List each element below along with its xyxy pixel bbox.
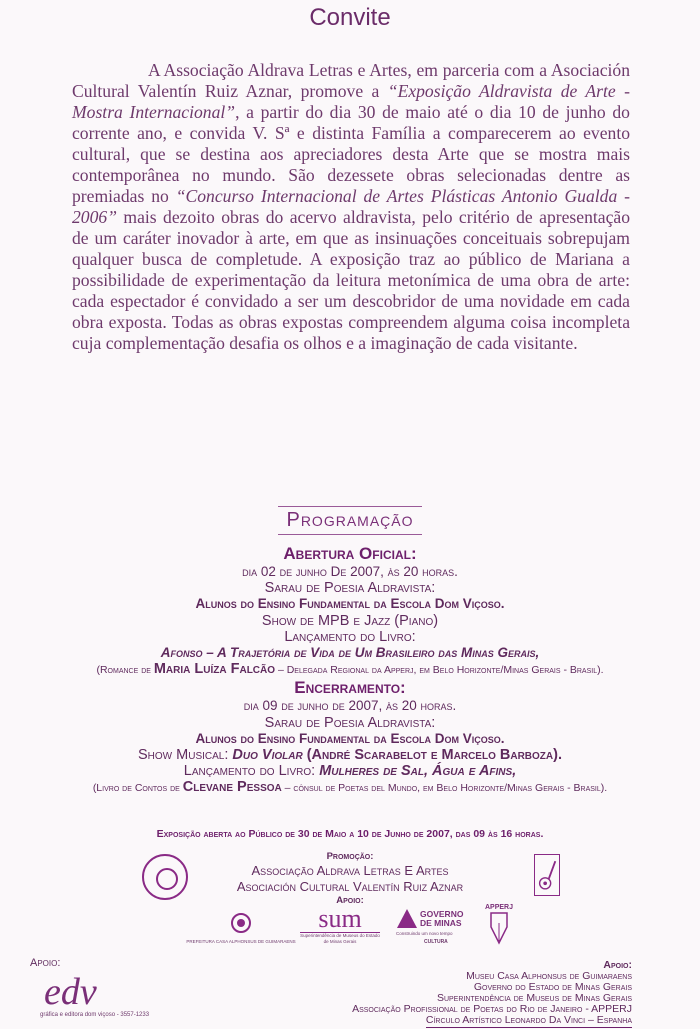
guitar-logo-icon [534, 854, 560, 896]
page-title: Convite [309, 4, 391, 31]
governo-line-2: DE MINAS [420, 918, 462, 928]
contest-name: “Concurso Internacional de Artes Plásticas Antonio Gualda - 2006” [72, 186, 631, 227]
abertura-sarau: Sarau de Poesia Aldravista: [264, 580, 436, 597]
encerramento-contos [0, 779, 700, 796]
apoio-item: Governo do Estado de Minas Gerais [473, 981, 632, 993]
abertura-heading: Abertura Oficial: [283, 544, 417, 563]
promocao-apoio-label: Apoio: [336, 895, 364, 906]
governo-logo [396, 908, 466, 948]
romance-pre: (Romance de [96, 664, 154, 677]
sum-logo [300, 906, 380, 950]
abertura-livro: Afonso – A Trajetória de Vida de Um Brasileiro das Minas Gerais, [160, 645, 540, 661]
promocao-org-1: Associação Aldrava Letras E Artes [251, 863, 449, 878]
apperj-text: APPERJ [484, 904, 513, 911]
prefeitura-crest-icon [230, 912, 252, 934]
encerramento-date: dia 09 de junho de 2007, às 20 horas. [243, 698, 457, 714]
show-post: (André Scarabelot e Marcelo Barboza). [302, 747, 562, 764]
governo-sub: Construindo um novo tempo [396, 931, 453, 936]
sum-text: sum [300, 906, 380, 933]
prefeitura-logo [186, 912, 296, 946]
apoio-right-label: Apoio: [603, 959, 632, 971]
programacao-heading: Programação [278, 506, 421, 535]
exposicao-info: Exposição aberta ao Público de 30 de Maio a 10 de Junho de 2007, das 09 às 16 horas. [156, 828, 544, 840]
romance-author: Maria Luíza Falcão [153, 661, 276, 678]
apoio-item: Associação Profissional de Poetas do Rio de Janeiro - APPERJ [352, 1003, 632, 1015]
prefeitura-text: PREFEITURA CASA ALPHONSUS DE GUIMARAENS [186, 939, 296, 944]
contos-post: – cônsul de Poetas del Mundo, em Belo Horizonte/Minas Gerais - Brasil). [281, 782, 608, 795]
promocao-block [0, 851, 700, 907]
show-pre: Show Musical: [138, 747, 233, 764]
edv-logo: edv [44, 971, 97, 1013]
apoio-item: Superintendência de Museus de Minas Gerais [436, 992, 632, 1004]
intro-part-3: mais dezoito obras do acervo aldravista, pelo critério de apresentação de um caráter inovador à arte, em que as insinuações conceituais sobrepujam qualquer busca de completude. A exposição traz ao público de Mariana a possibilidade de experimentação da leitura metonímica de uma obra de arte: cada espectador é convidado a ser um descobridor de uma novidade em cada obra exposta. Todas as obras expostas compreendem alguma coisa incompleta cuja complementação desafia os olhos e a imaginação de cada visitante. [72, 207, 630, 353]
governo-triangle-icon [396, 908, 418, 930]
abertura-lancamento: Lançamento do Livro: [284, 628, 416, 645]
promocao-label: Promoção: [326, 851, 374, 862]
encerramento-alunos: Alunos do Ensino Fundamental da Escola Dom Viçoso. [195, 730, 505, 746]
apoio-item: Círculo Artístico Leonardo Da Vinci – Espanha [425, 1014, 632, 1026]
apoio-right-list [260, 960, 632, 1028]
apoio-item: Museu Casa Alphonsus de Guimaraens [466, 970, 632, 982]
encerramento-livro: Mulheres de Sal, Água e Afins, [319, 763, 517, 780]
invitation-text [72, 60, 630, 354]
encerramento-lancamento [0, 763, 700, 779]
programacao-heading-wrap [0, 506, 700, 535]
contos-pre: (Livro de Contos de [92, 782, 183, 795]
romance-post: – Delegada Regional da Apperj, em Belo Horizonte/Minas Gerais - Brasil). [275, 664, 604, 677]
contos-author: Clevane Pessoa [182, 779, 282, 796]
intro-part-2: , a partir do dia 30 de maio até o dia 10 de junho do corrente ano, e convida V. Sª e distinta Família a comparecerem ao evento cultural, que se destina aos apreciadores desta Arte que se mostra mais contemporânea no mundo. São dezessete obras selecionadas dentre as premiadas no [72, 102, 630, 206]
apoio-left-label: Apoio: [30, 957, 61, 969]
show-group: Duo Violar [232, 747, 303, 764]
pen-nib-icon [488, 911, 510, 945]
promocao-org-2: Asociación Cultural Valentín Ruiz Aznar [236, 879, 464, 894]
abertura-date: dia 02 de junho De 2007, às 20 horas. [242, 564, 458, 579]
apperj-logo [484, 904, 514, 950]
abertura-show: Show de MPB e Jazz (Piano) [261, 612, 439, 629]
encerramento-show [0, 747, 700, 763]
exhibition-name: “Exposição Aldravista de Arte - Mostra Internacional” [72, 81, 630, 122]
abertura-romance [0, 661, 700, 678]
governo-line-1: GOVERNO [420, 909, 464, 919]
encerramento-heading: Encerramento: [294, 678, 406, 698]
programacao-list [0, 544, 700, 797]
encerramento-sarau: Sarau de Poesia Aldravista: [264, 714, 436, 731]
intro-part-1: A Associação Aldrava Letras e Artes, em parceria com a Asociación Cultural Valentín Ruiz Aznar, promove a [72, 60, 630, 101]
cultura-text: CULTURA [424, 939, 448, 945]
grafica-text: gráfica e editora dom viçoso - 3557-1233 [40, 1012, 150, 1018]
lancamento-pre: Lançamento do Livro: [183, 763, 320, 780]
sum-sub: Superintendência de Museus do Estado de Minas Gerais [300, 933, 380, 944]
governo-text [420, 910, 463, 928]
abertura-alunos: Alunos do Ensino Fundamental da Escola Dom Viçoso. [195, 596, 505, 612]
